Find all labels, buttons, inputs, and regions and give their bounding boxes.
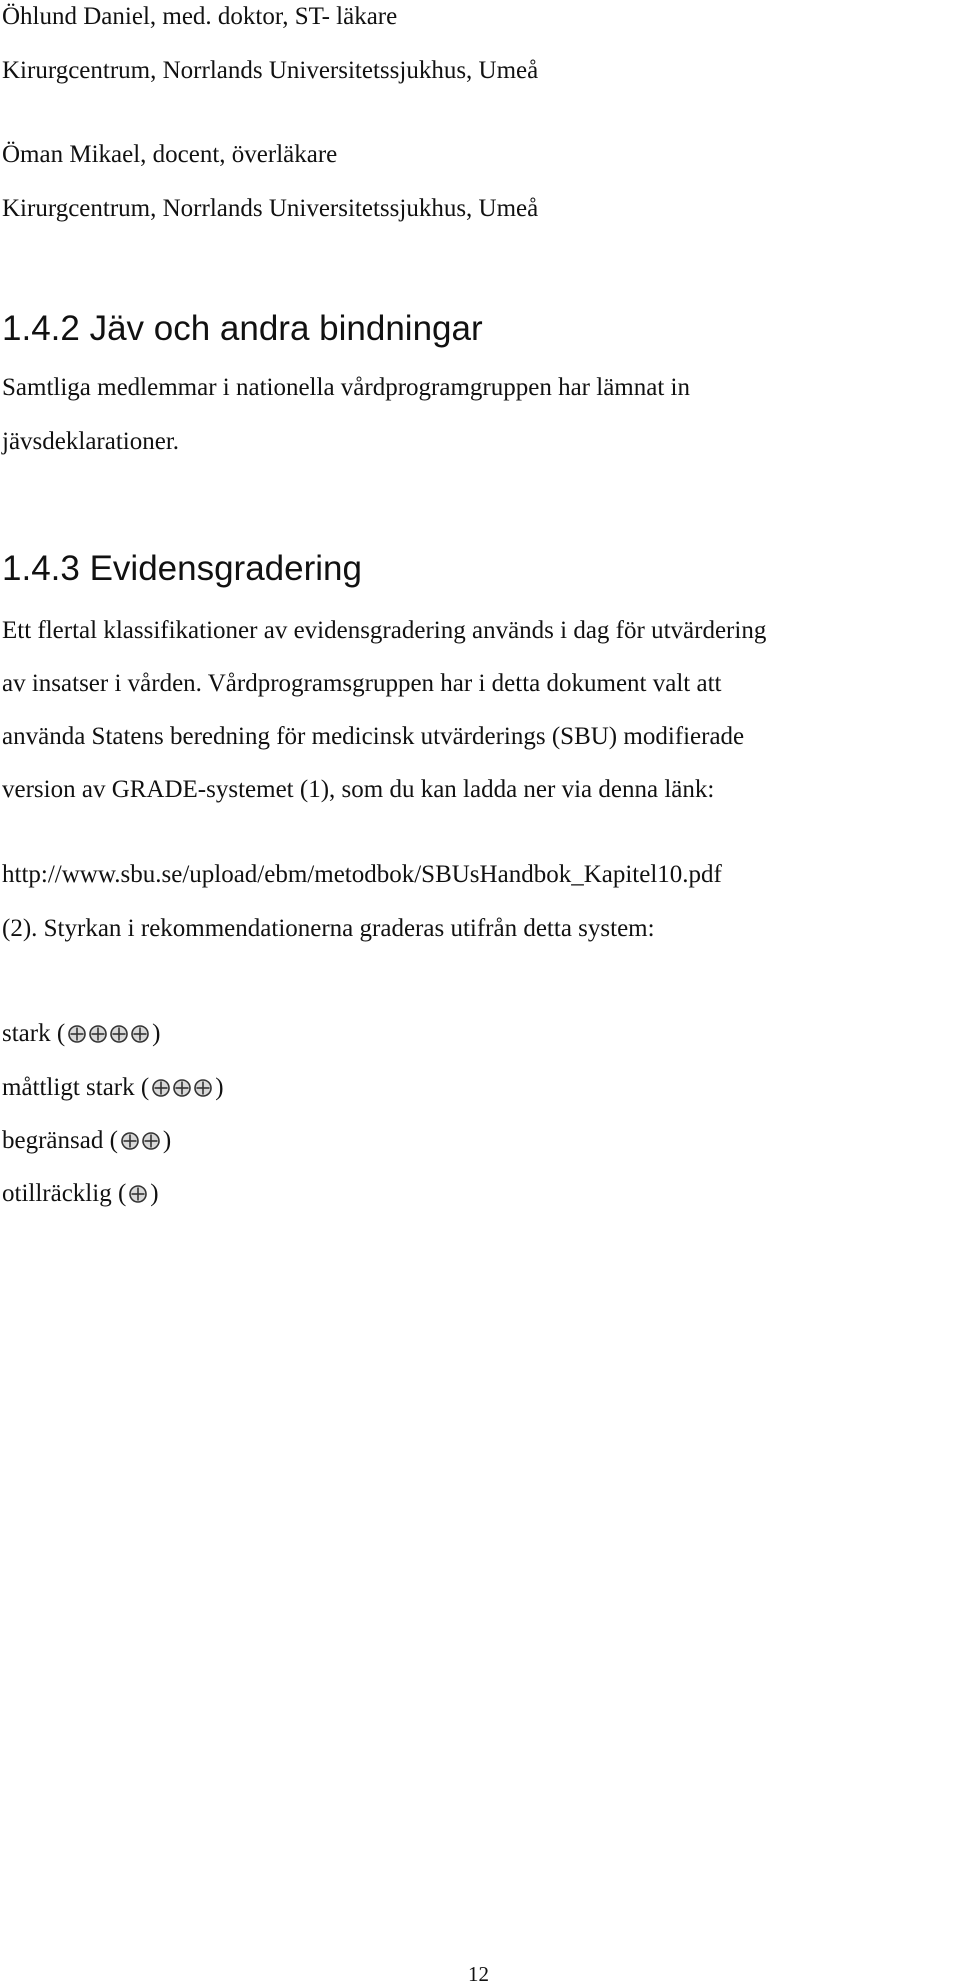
grade-icons [128,1184,148,1204]
grade-close: ) [215,1074,224,1101]
circled-plus-icon [193,1078,213,1098]
grade-strong [2,1019,161,1049]
grade-close: ) [150,1180,159,1207]
section-jav-line-2: jävsdeklarationer. [2,428,180,455]
circled-plus-icon [120,1131,140,1151]
circled-plus-icon [88,1024,108,1044]
author-2-affiliation: Kirurgcentrum, Norrlands Universitetssjukhus, Umeå [2,195,539,222]
circled-plus-icon [172,1078,192,1098]
author-2-name: Öman Mikael, docent, överläkare [2,141,338,168]
grade-icons [120,1131,161,1151]
circled-plus-icon [141,1131,161,1151]
grade-moderate [2,1073,224,1103]
author-1-name: Öhlund Daniel, med. doktor, ST- läkare [2,3,398,30]
author-1-affiliation: Kirurgcentrum, Norrlands Universitetssjukhus, Umeå [2,57,539,84]
section-heading-evidens: 1.4.3 Evidensgradering [2,549,362,588]
grade-label: otillräcklig ( [2,1180,127,1207]
section-evidens-line-3: använda Statens beredning för medicinsk utvärderings (SBU) modifierade [2,723,745,750]
grade-label: begränsad ( [2,1127,118,1154]
section-heading-jav: 1.4.2 Jäv och andra bindningar [2,309,483,348]
grade-insufficient [2,1179,159,1209]
section-jav-line-1: Samtliga medlemmar i nationella vårdprogramgruppen har lämnat in [2,374,690,401]
section-evidens-line-1: Ett flertal klassifikationer av evidensgradering används i dag för utvärdering [2,617,767,644]
circled-plus-icon [151,1078,171,1098]
grade-icons [151,1078,213,1098]
circled-plus-icon [128,1184,148,1204]
page-number: 12 [468,1962,489,1986]
circled-plus-icon [67,1024,87,1044]
grade-label: måttligt stark ( [2,1074,150,1101]
circled-plus-icon [109,1024,129,1044]
grade-limited [2,1126,171,1156]
circled-plus-icon [130,1024,150,1044]
sbu-link[interactable]: http://www.sbu.se/upload/ebm/metodbok/SBUsHandbok_Kapitel10.pdf [2,861,722,888]
grade-icons [67,1024,150,1044]
grade-close: ) [152,1020,161,1047]
section-evidens-after-link: (2). Styrkan i rekommendationerna graderas utifrån detta system: [2,915,655,942]
grade-close: ) [162,1127,172,1154]
grade-label: stark ( [2,1020,66,1047]
section-evidens-line-4: version av GRADE-systemet (1), som du kan ladda ner via denna länk: [2,776,715,803]
section-evidens-line-2: av insatser i vården. Vårdprogramsgruppen har i detta dokument valt att [2,670,722,697]
